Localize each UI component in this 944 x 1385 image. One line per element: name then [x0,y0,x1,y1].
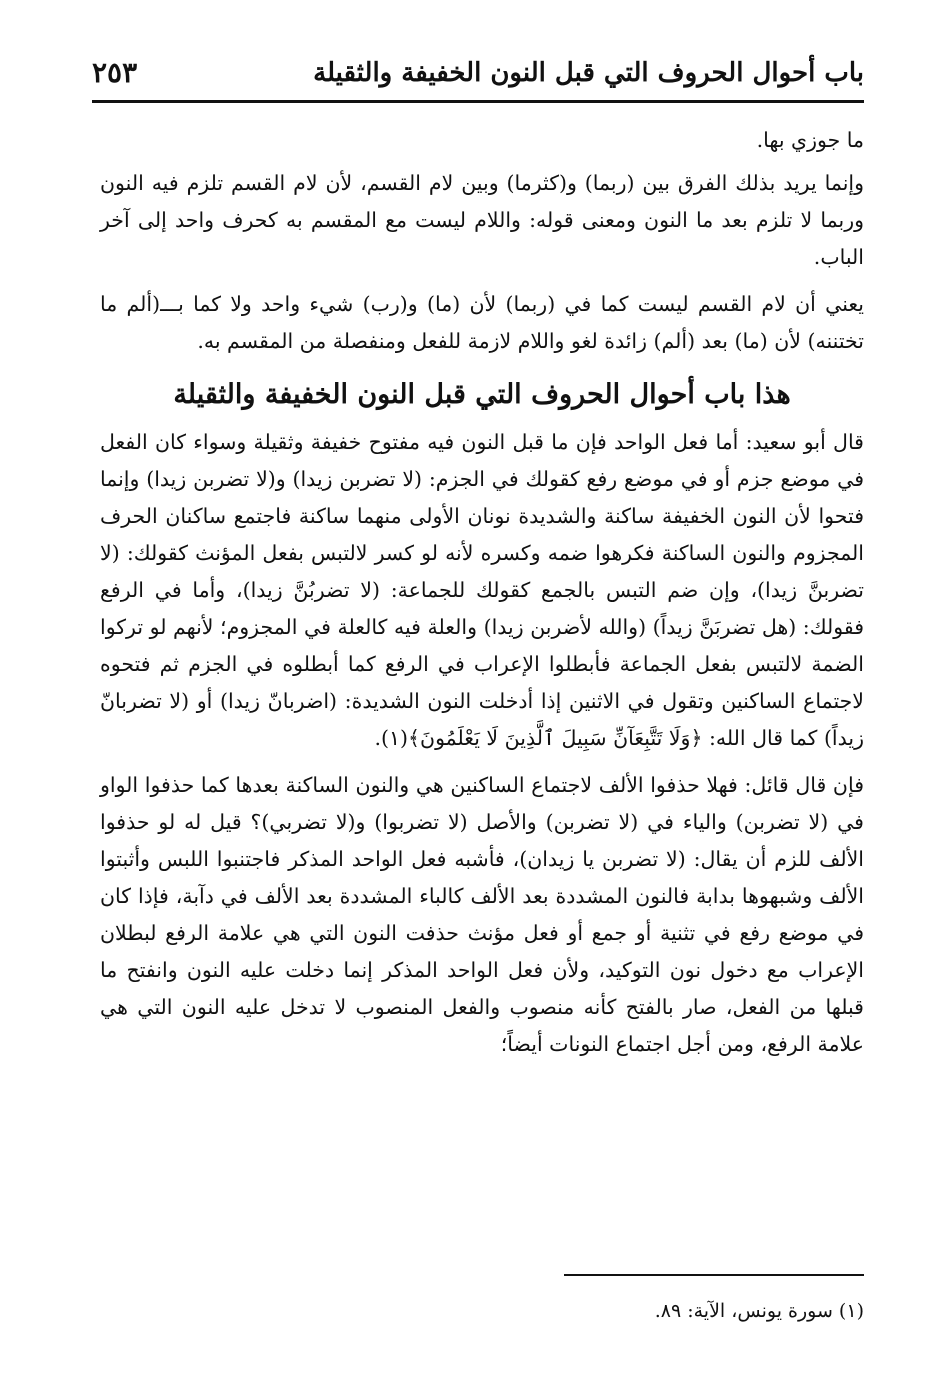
footnote: (١) سورة يونس، الآية: ٨٩. [654,1300,864,1322]
paragraph-5: فإن قال قائل: فهلا حذفوا الألف لاجتماع الساكنين هي والنون الساكنة بعدها كما حذفوا الواو في (لا تضربن) والياء في (لا تضربن) والأصل (لا تضربوا) و(لا تضربي)؟ قيل له لو حذفوا الألف للزم أن يقال: (لا تضربن يا زيدان)، فأشبه فعل الواحد المذكر فاجتنبوا اللبس وأثبتوا الألف وشبهوها بدابة فالنون المشددة بعد الألف كالباء المشددة بعد الألف في دآبة، فإذا كان في موضع رفع في تثنية أو جمع أو فعل مؤنث حذفت النون التي هي علامة الرفع لبطلان الإعراب مع دخول نون التوكيد، ولأن فعل الواحد المذكر إنما دخلت عليه النون وانفتح ما قبلها من الفعل، صار بالفتح كأنه منصوب والفعل المنصوب لا تدخل عليه النون التي هي علامة الرفع، ومن أجل اجتماع النونات أيضاً؛ [100,773,864,1056]
paragraph-3: يعني أن لام القسم ليست كما في (ربما) لأن (ما) و(رب) شيء واحد ولا كما بـــ(ألم ما تختننه) لأن (ما) بعد (ألم) زائدة لغو واللام لازمة للفعل ومنفصلة من المقسم به. [100,292,864,353]
paragraph-2: وإنما يريد بذلك الفرق بين (ربما) و(كثرما) وبين لام القسم، لأن لام القسم تلزم فيه النون وربما لا تلزم بعد ما النون ومعنى قوله: واللام ليست مع المقسم به كحرف واحد إلى آخر الباب. [100,171,864,269]
running-title: باب أحوال الحروف التي قبل النون الخفيفة والثقيلة [313,58,864,88]
paragraph-1: ما جوزي بها. [756,128,864,152]
paragraph-4: قال أبو سعيد: أما فعل الواحد فإن ما قبل النون فيه مفتوح خفيفة وثقيلة وسواء كان الفعل في موضع جزم أو في موضع رفع كقولك في الجزم: (لا تضربن زيدا) و(لا تضربن زيدا) وإنما فتحوا لأن النون الخفيفة ساكنة والشديدة نونان الأولى منهما ساكنة فاجتمع ساكنان الحرف المجزوم والنون الساكنة فكرهوا ضمه وكسره لأنه لو كسر لالتبس بفعل المؤنث كقولك: (لا تضربنَّ زيدا)، وإن ضم التبس بالجمع كقولك للجماعة: (لا تضربُنَّ زيدا)، وأما في الرفع فقولك: (هل تضربَنَّ زيداً) (والله لأضربن زيدا) والعلة فيه كالعلة في المجزوم؛ لأنهم لو تركوا الضمة لالتبس بفعل الجماعة فأبطلوا الإعراب في الرفع كما أبطلوه في الجزم ثم فتحوه لاجتماع الساكنين وتقول في الاثنين إذا أدخلت النون الشديدة: (اضربانّ زيدا) أو (لا تضربانّ زيداً) كما قال الله: ﴿وَلَا تَتَّبِعَآنِّ سَبِيلَ ٱلَّذِينَ لَا يَعْلَمُونَ﴾(١). [100,430,864,750]
footnote-separator [564,1274,864,1276]
section-heading: هذا باب أحوال الحروف التي قبل النون الخفيفة والثقيلة [173,379,791,410]
main-text [100,122,864,1063]
page-number: ٢٥٣ [92,56,138,89]
running-header [92,52,864,103]
